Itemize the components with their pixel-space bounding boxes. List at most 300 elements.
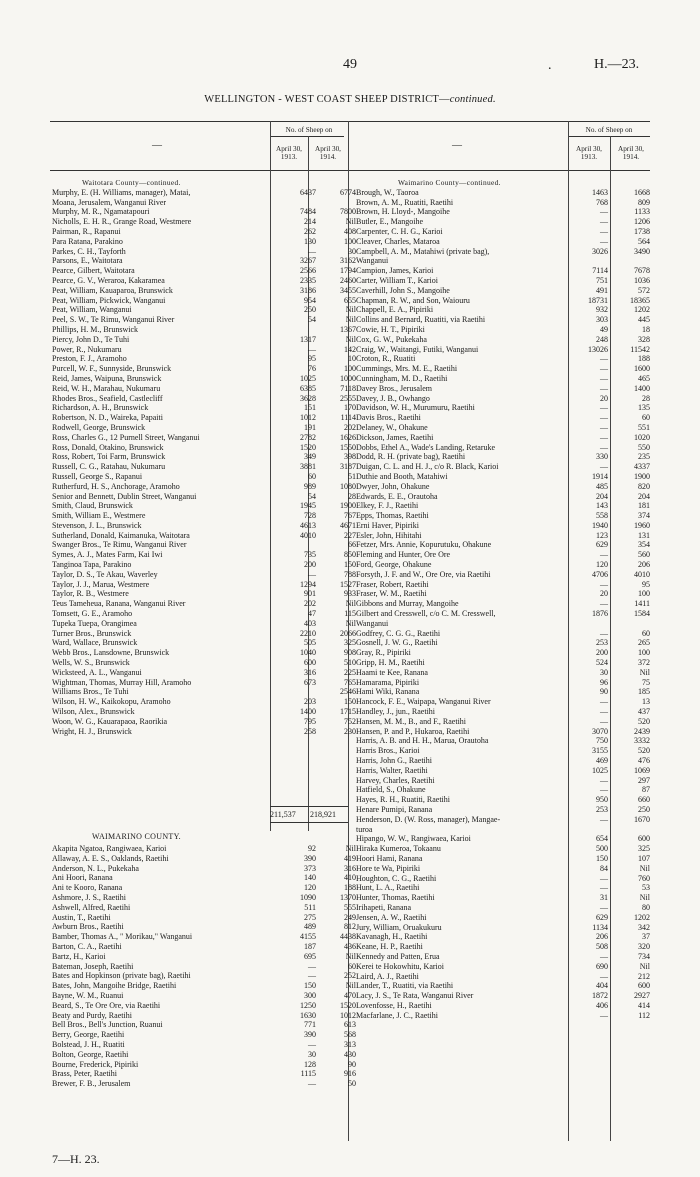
row-name: Chapman, R. W., and Son, Waiouru — [356, 295, 470, 305]
table-row — [52, 1039, 356, 1050]
row-1914: 87 — [642, 785, 650, 795]
row-1913: 316 — [304, 667, 316, 677]
row-name: Peel, S. W., Te Rimu, Wanganui River — [52, 315, 175, 325]
row-1913: 214 — [304, 217, 316, 227]
table-row — [52, 266, 356, 276]
row-1914: 3490 — [634, 246, 650, 256]
row-name: Pearce, Gilbert, Waitotara — [52, 266, 135, 276]
row-1913: 143 — [596, 501, 608, 511]
row-1914: 1367 — [340, 324, 356, 334]
row-name: Cox, G. W., Pukekaha — [356, 334, 427, 344]
table-row — [356, 962, 656, 972]
table-row — [356, 805, 656, 815]
table-row — [356, 315, 656, 325]
row-1914: 100 — [344, 364, 356, 374]
row-1913: 558 — [596, 511, 608, 521]
row-1913: — — [308, 961, 316, 971]
table-row — [52, 285, 356, 296]
table-row — [52, 1049, 356, 1060]
row-name: Kennedy and Patten, Erua — [356, 951, 440, 961]
table-row — [52, 589, 356, 599]
row-name: Ross, Robert, Toi Farm, Brunswick — [52, 452, 166, 462]
row-1914: 1527 — [340, 579, 356, 589]
row-1914: Nil — [345, 305, 356, 315]
table-row — [356, 247, 656, 257]
row-name: Esler, John, Hihitahi — [356, 530, 422, 540]
row-name: Brown, A. M., Ruatiti, Raetihi — [356, 197, 454, 207]
row-1914: 414 — [638, 1000, 650, 1010]
row-name: Craig, W., Waitangi, Futiki, Wanganui — [356, 344, 479, 354]
table-row — [356, 276, 656, 286]
row-name: Gosnell, J. W. G., Raetihi — [356, 638, 438, 648]
table-row — [356, 384, 656, 394]
table-row — [52, 941, 356, 952]
row-name: Bayne, W. M., Ruanui — [52, 990, 124, 1000]
row-1914: 916 — [344, 1069, 356, 1079]
row-1914: 551 — [638, 422, 650, 432]
row-name: Preston, F. J., Aramoho — [52, 354, 127, 364]
row-1913: 7114 — [592, 266, 608, 276]
table-row — [356, 785, 656, 795]
row-1914: 1668 — [634, 187, 650, 197]
row-1913: 4613 — [300, 520, 316, 530]
row-name: Hami Wiki, Ranana — [356, 687, 420, 697]
row-1913: 469 — [596, 756, 608, 766]
row-1913: 4010 — [300, 530, 316, 540]
row-1913: 1914 — [592, 471, 608, 481]
row-1913: 403 — [304, 618, 316, 628]
row-name: Piercy, John D., Te Tuhi — [52, 334, 130, 344]
row-name: Duigan, C. L. and H. J., c/o R. Black, Karioi — [356, 462, 499, 472]
row-1913: — — [600, 403, 608, 413]
row-name: Pairman, R., Rapanui — [52, 226, 121, 236]
row-name: Bell Bros., Bell's Junction, Ruanui — [52, 1020, 163, 1030]
row-1914: 1202 — [634, 912, 650, 922]
row-1914: Nil — [345, 951, 356, 961]
row-1914: 11542 — [630, 344, 650, 354]
row-1913: 390 — [304, 1030, 316, 1040]
row-1913: 2335 — [300, 275, 316, 285]
row-1913: 1876 — [592, 609, 608, 619]
table-row — [52, 932, 356, 942]
row-1914: 600 — [638, 834, 650, 844]
row-1914: 398 — [344, 452, 356, 462]
row-1913: — — [600, 814, 608, 824]
row-1914: 100 — [638, 589, 650, 599]
row-name: Ross, Donald, Otakino, Brunswick — [52, 442, 164, 452]
row-name: Beard, S., Te Ore Ore, via Raetihi — [52, 1000, 161, 1010]
row-name: Carpenter, C. H. G., Karioi — [356, 226, 443, 236]
row-1914: 2439 — [634, 726, 650, 736]
row-name: Murphy, E. (H. Williams, manager), Matai, — [52, 187, 191, 197]
row-1914: 202 — [344, 422, 356, 432]
row-1913: 130 — [304, 236, 316, 246]
row-name: Dickson, James, Raetihi — [356, 432, 434, 442]
row-name: Harris, A. B. and H. H., Marua, Orautoha — [356, 736, 489, 746]
table-row — [52, 1020, 356, 1030]
row-1913: 300 — [304, 990, 316, 1000]
row-1913: 629 — [596, 540, 608, 550]
left-col2-header: April 30, 1914. — [315, 145, 341, 161]
row-name: Taylor, J. J., Marua, Westmere — [52, 579, 150, 589]
row-1913: 84 — [600, 863, 608, 873]
row-name: Beaty and Purdy, Raetihi — [52, 1010, 132, 1020]
row-1914: 436 — [344, 941, 356, 951]
left-total-top-rule — [270, 806, 348, 807]
row-1914: 752 — [344, 716, 356, 726]
row-1913: 120 — [596, 560, 608, 570]
row-1914: 18 — [642, 324, 650, 334]
row-1913: 258 — [304, 726, 316, 736]
table-row — [356, 923, 656, 933]
row-1914: 354 — [638, 540, 650, 550]
row-name: Anderson, N. L., Pukekaha — [52, 863, 139, 873]
row-name: Bateman, Joseph, Raetihi — [52, 961, 134, 971]
row-1914: 10 — [348, 354, 356, 364]
row-1913: 13026 — [588, 344, 608, 354]
row-name: Murphy, M. R., Ngamatapouri — [52, 207, 150, 217]
row-1914: 188 — [344, 883, 356, 893]
table-row — [356, 746, 656, 756]
row-1914: 206 — [638, 560, 650, 570]
row-1914: 2555 — [340, 393, 356, 403]
row-1913: 404 — [596, 981, 608, 991]
table-row — [356, 433, 656, 443]
row-1913: 505 — [304, 638, 316, 648]
right-name-column-header: — — [452, 140, 462, 151]
row-1913: 3628 — [300, 393, 316, 403]
table-row — [356, 972, 656, 982]
row-1914: Nil — [639, 893, 650, 903]
left-total-1914: 218,921 — [310, 810, 336, 819]
row-name: Wilson, H. W., Kaikokopu, Aramoho — [52, 697, 171, 707]
table-row — [52, 716, 356, 727]
row-1914: 820 — [638, 481, 650, 491]
table-row — [52, 892, 356, 903]
row-name: Duthie and Booth, Matahiwi — [356, 471, 448, 481]
row-1914: 660 — [638, 795, 650, 805]
table-row — [356, 942, 656, 952]
row-1914: 1000 — [340, 373, 356, 383]
row-1913: 6385 — [300, 383, 316, 393]
row-1913: — — [308, 1079, 316, 1089]
row-name: Smith, Claud, Brunswick — [52, 501, 133, 511]
table-row — [356, 815, 656, 825]
row-1914: 2927 — [634, 991, 650, 1001]
row-1914: 100 — [344, 236, 356, 246]
table-row — [356, 354, 656, 364]
row-name: Robertson, N. D., Waireka, Papaiti — [52, 413, 163, 423]
row-1913: 485 — [596, 481, 608, 491]
row-1913: 150 — [304, 981, 316, 991]
row-1914: 3187 — [340, 462, 356, 472]
row-name: Purcell, W. F., Sunnyside, Brunswick — [52, 364, 172, 374]
table-row — [52, 628, 356, 639]
row-1913: 330 — [596, 452, 608, 462]
header-dot: . — [548, 58, 552, 73]
row-name: Hunter, Thomas, Raetihi — [356, 893, 435, 903]
row-name: Wanganui — [356, 256, 389, 266]
row-name: Bourne, Frederick, Pipiriki — [52, 1059, 139, 1069]
row-name: Barton, C. A., Raetihi — [52, 941, 122, 951]
row-name: Hatfield, S., Ohakune — [356, 785, 426, 795]
row-name: Lovenfosse, H., Raetihi — [356, 1000, 432, 1010]
row-1914: 1080 — [340, 481, 356, 491]
row-1914: 185 — [638, 687, 650, 697]
table-top-rule — [50, 121, 650, 122]
table-row — [356, 864, 656, 874]
table-row — [356, 227, 656, 237]
left-section2-heading: WAIMARINO COUNTY. — [92, 832, 181, 841]
row-name: Hancock, F. E., Waipapa, Wanganui River — [356, 697, 491, 707]
row-1913: — — [600, 226, 608, 236]
row-1914: 325 — [638, 844, 650, 854]
row-1913: 4706 — [592, 569, 608, 579]
row-1914: 1670 — [634, 814, 650, 824]
row-name: Brewer, F. B., Jerusalem — [52, 1079, 131, 1089]
row-1914: 225 — [344, 667, 356, 677]
row-name: Ward, Wallace, Brunswick — [52, 638, 138, 648]
row-1914: 4671 — [340, 520, 356, 530]
left-group-header: No. of Sheep on — [285, 126, 333, 134]
row-1914: 374 — [638, 511, 650, 521]
row-1913: 206 — [596, 932, 608, 942]
table-row — [52, 481, 356, 492]
table-row — [52, 540, 356, 550]
row-1913: — — [308, 1039, 316, 1049]
row-name: Harris, John G., Raetihi — [356, 756, 432, 766]
table-row — [52, 422, 356, 433]
table-row — [52, 344, 356, 355]
row-1913: 92 — [308, 844, 316, 853]
row-name: Stevenson, J. L., Brunswick — [52, 520, 142, 530]
row-name: Handley, J., jun., Raetihi — [356, 707, 436, 717]
table-row — [356, 570, 656, 580]
row-1913: 275 — [304, 912, 316, 922]
table-row — [356, 756, 656, 766]
row-name: Houghton, C. G., Raetihi — [356, 873, 437, 883]
left-column — [52, 178, 356, 736]
row-1913: 1090 — [300, 892, 316, 902]
row-1914: 66 — [348, 540, 356, 550]
row-1913: — — [600, 354, 608, 364]
row-1913: 1025 — [300, 373, 316, 383]
table-row — [356, 521, 656, 531]
row-1913: — — [600, 697, 608, 707]
row-name: Cummings, Mrs. M. E., Raetihi — [356, 364, 458, 374]
table-row — [52, 990, 356, 1001]
row-1914: Nil — [345, 217, 356, 227]
row-1914: 1202 — [634, 305, 650, 315]
row-1913: — — [600, 364, 608, 374]
table-row — [52, 569, 356, 580]
table-row — [356, 423, 656, 433]
row-1914: 18365 — [630, 295, 650, 305]
table-row — [356, 893, 656, 903]
table-row — [52, 1010, 356, 1021]
row-1913: 406 — [596, 1000, 608, 1010]
row-1914: 1012 — [340, 1010, 356, 1020]
row-name: Ashmore, J. S., Raetihi — [52, 892, 126, 902]
row-1914: 100 — [638, 648, 650, 658]
row-1913: 90 — [600, 687, 608, 697]
row-1914: 520 — [638, 716, 650, 726]
row-name: Power, R., Nukumaru — [52, 344, 122, 354]
row-name: Reid, W. H., Marahau, Nukumaru — [52, 383, 161, 393]
row-1914: 135 — [638, 403, 650, 413]
table-row — [356, 883, 656, 893]
table-row — [356, 854, 656, 864]
row-1913: 3026 — [592, 246, 608, 256]
row-1914: 1133 — [634, 207, 650, 217]
table-row — [52, 383, 356, 394]
row-name: Jensen, A. W., Raetihi — [356, 912, 427, 922]
row-1913: 95 — [308, 354, 316, 364]
row-1913: 47 — [308, 609, 316, 619]
row-1914: 410 — [344, 873, 356, 883]
row-1914: 252 — [344, 971, 356, 981]
row-name: Gripp, H. M., Raetihi — [356, 658, 425, 668]
left-section-heading — [52, 178, 352, 188]
row-name: Ashwell, Alfred, Raetihi — [52, 902, 131, 912]
table-row — [356, 580, 656, 590]
row-1914: 51 — [348, 471, 356, 481]
left-total-1913: 211,537 — [270, 810, 296, 819]
row-name: Davey, J. B., Owhango — [356, 393, 430, 403]
table-row — [52, 981, 356, 991]
row-name: Tupeka Tuepa, Orangimea — [52, 618, 137, 628]
row-1914: 767 — [344, 511, 356, 521]
row-1914: 1370 — [340, 892, 356, 902]
row-name: Dwyer, John, Ohakune — [356, 481, 430, 491]
row-name: Keane, H. P., Raetihi — [356, 942, 423, 952]
row-1914: 408 — [344, 226, 356, 236]
row-1914: 50 — [348, 1079, 356, 1089]
row-1914: 60 — [348, 961, 356, 971]
table-row — [356, 345, 656, 355]
row-1913: 18731 — [588, 295, 608, 305]
row-1913: 735 — [304, 550, 316, 560]
row-name: Teus Tameheua, Ranana, Wanganui River — [52, 599, 186, 609]
row-1913: 1520 — [300, 442, 316, 452]
row-1914: 90 — [348, 1059, 356, 1069]
row-1913: — — [600, 628, 608, 638]
table-row — [356, 413, 656, 423]
row-1913: 989 — [304, 481, 316, 491]
row-1913: — — [600, 373, 608, 383]
row-1914: 1626 — [340, 432, 356, 442]
row-1914: 4337 — [634, 462, 650, 472]
row-1913: 771 — [304, 1020, 316, 1030]
row-1914: 320 — [638, 942, 650, 952]
row-1913: 950 — [596, 795, 608, 805]
row-1914: 2066 — [340, 628, 356, 638]
row-name: Jury, William, Oruakukuru — [356, 922, 442, 932]
row-1914: 419 — [344, 853, 356, 863]
row-1913: — — [308, 569, 316, 579]
row-1913: 600 — [304, 658, 316, 668]
row-1913: 500 — [596, 844, 608, 854]
row-name: Webb Bros., Lansdowne, Brunswick — [52, 648, 170, 658]
table-row — [52, 393, 356, 404]
row-name: Henderson, D. (W. Ross, manager), Mangae- — [356, 814, 501, 824]
table-row — [356, 1001, 656, 1011]
row-1914: 316 — [344, 863, 356, 873]
table-row — [52, 618, 356, 629]
footer-reference: 7—H. 23. — [52, 1152, 100, 1166]
row-name: Ani te Kooro, Ranana — [52, 883, 123, 893]
row-1913: — — [600, 785, 608, 795]
row-1913: 1630 — [300, 1010, 316, 1020]
row-name: Elkey, F. J., Raetihi — [356, 501, 419, 511]
table-row — [356, 834, 656, 844]
left-col1-header: April 30, 1913. — [276, 145, 302, 161]
row-1914: Nil — [639, 961, 650, 971]
row-1913: 1012 — [300, 413, 316, 423]
row-1913: 140 — [304, 873, 316, 883]
row-1913: 31 — [600, 893, 608, 903]
table-row — [356, 335, 656, 345]
row-1914: 3332 — [634, 736, 650, 746]
row-1913: 511 — [304, 902, 316, 912]
row-1914: 372 — [638, 658, 650, 668]
row-1913: — — [600, 873, 608, 883]
table-row — [356, 903, 656, 913]
row-1913: — — [600, 775, 608, 785]
table-row — [52, 364, 356, 374]
row-name: Kerei te Hokowhitu, Karioi — [356, 961, 444, 971]
table-row — [52, 354, 356, 364]
row-1914: 80 — [642, 902, 650, 912]
row-1913: 690 — [596, 961, 608, 971]
row-1913: 248 — [596, 334, 608, 344]
row-1914: 1900 — [634, 471, 650, 481]
row-1914: 142 — [344, 344, 356, 354]
row-name: Russell, C. G., Ratahau, Nukumaru — [52, 462, 166, 472]
row-1913: 751 — [596, 275, 608, 285]
row-name: Tanginoa Tapa, Parakino — [52, 560, 132, 570]
row-name: Para Ratana, Parakino — [52, 236, 123, 246]
row-1914: 3162 — [340, 256, 356, 266]
row-1913: 373 — [304, 863, 316, 873]
row-name: Awburn Bros., Raetihi — [52, 922, 124, 932]
table-row — [356, 727, 656, 737]
row-1913: 1872 — [592, 991, 608, 1001]
row-name: Davey Bros., Jerusalem — [356, 383, 432, 393]
row-1914: 28 — [348, 491, 356, 501]
row-1913: 491 — [596, 285, 608, 295]
row-name: Fetzer, Mrs. Annie, Kopurutuku, Ohakune — [356, 540, 492, 550]
row-1913: 3881 — [300, 462, 316, 472]
row-1914: 13 — [642, 697, 650, 707]
row-1914: 170 — [344, 403, 356, 413]
row-name: Dodd, R. H. (private bag), Raetihi — [356, 452, 466, 462]
row-name: Davidson, W. H., Murumuru, Raetihi — [356, 403, 475, 413]
row-1913: 54 — [308, 315, 316, 325]
row-1913: — — [600, 550, 608, 560]
row-1914: 297 — [638, 775, 650, 785]
row-1914: 788 — [344, 569, 356, 579]
table-row — [356, 638, 656, 648]
row-name: Butler, E., Mangoihe — [356, 217, 423, 227]
row-1913: 200 — [596, 648, 608, 658]
table-row — [356, 550, 656, 560]
row-1914: 115 — [344, 609, 356, 619]
row-1914: 564 — [638, 236, 650, 246]
table-row — [52, 1030, 356, 1040]
table-row — [356, 658, 656, 668]
row-1913: 123 — [596, 530, 608, 540]
